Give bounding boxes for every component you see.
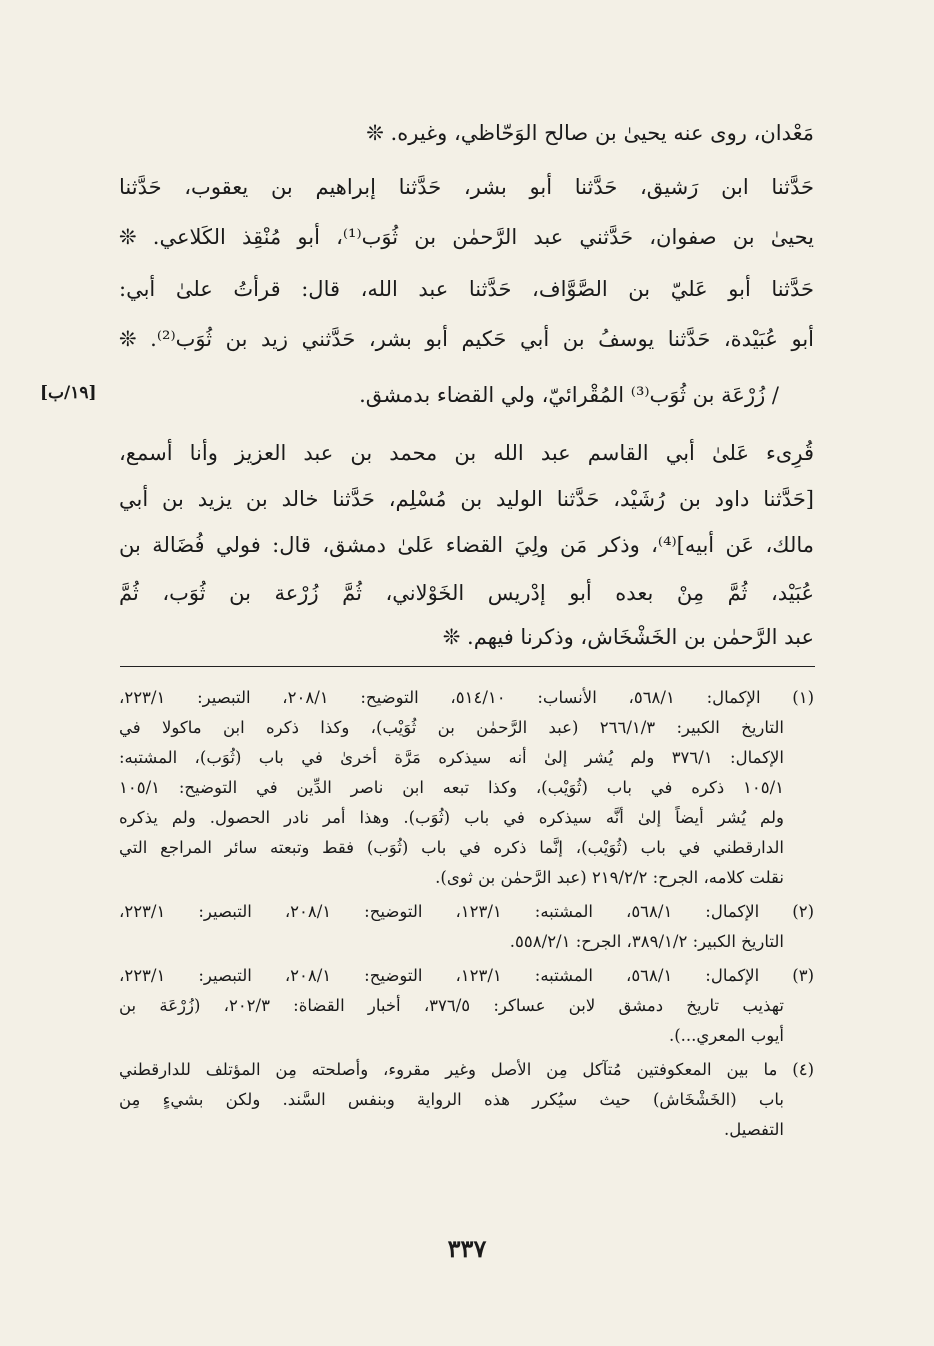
body-line-4: حَدَّثنا أبو عَليّ بن الصَّوَّاف، حَدَّثنا عبد الله، قال: قرأتُ علىٰ أبي: — [119, 277, 814, 301]
body-line-3: يحيىٰ بن صفوان، حَدَّثني عبد الرَّحمٰن بن ثُوَب⁽¹⁾، أبو مُنْقِذ الكَلاعي. ❊ — [119, 225, 814, 249]
footnote-line: التفصيل. — [724, 1120, 784, 1139]
body-line-2: حَدَّثنا ابن رَشيق، حَدَّثنا أبو بشر، حَدَّثنا إبراهيم بن يعقوب، حَدَّثنا — [119, 175, 814, 199]
footnote-line: التاريخ الكبير: ٢٦٦/١/٣ (عبد الرَّحمٰن بن ثُوَيْب)، وكذا ذكره ابن ماكولا في — [119, 718, 784, 737]
body-line-6: / زُرْعَة بن ثُوَب⁽³⁾ المُقْرائيّ، ولي القضاء بدمشق. — [359, 383, 779, 407]
footnote-line: الإكمال: ٣٧٦/١ ولم يُشر إلىٰ أنه سيذكره مَرَّة أخرىٰ في باب (ثُوَب)، المشتبه: — [119, 748, 784, 767]
footnote-line: ١٠٥/١ ذكره في باب (ثُوَيْب)، وكذا تبعه ابن ناصر الدِّين في التوضيح: ١٠٥/١ — [119, 778, 784, 797]
footnote-separator — [120, 666, 815, 667]
body-line-5: أبو عُبَيْدة، حَدَّثنا يوسفُ بن أبي حَكيم أبو بشر، حَدَّثني زيد بن ثُوَب⁽²⁾. ❊ — [119, 327, 814, 351]
footnote-line: (٣) الإكمال: ٥٦٨/١، المشتبه: ١٢٣/١، التوضيح: ٢٠٨/١، التبصير: ٢٢٣/١، — [119, 966, 814, 985]
body-line-11: عبد الرَّحمٰن بن الخَشْخَاش، وذكرنا فيهم. ❊ — [442, 625, 814, 649]
folio-margin-marker: [١٩/ب] — [40, 383, 97, 403]
page-number: ٣٣٧ — [447, 1234, 487, 1263]
footnote-line: التاريخ الكبير: ٣٨٩/١/٢، الجرح: ٥٥٨/٢/١. — [509, 932, 784, 951]
body-line-10: عُبَيْد، ثُمَّ مِنْ بعده أبو إدْريس الخَوْلاني، ثُمَّ زُرْعة بن ثُوَب، ثُمَّ — [119, 581, 814, 605]
footnote-line: أيوب المعري...). — [668, 1026, 784, 1045]
body-line-9: مالك، عَن أبيه]⁽⁴⁾، وذكر مَن ولِيَ القضاء عَلىٰ دمشق، قال: فولي فُضَالة بن — [119, 533, 814, 557]
footnote-line: (١) الإكمال: ٥٦٨/١، الأنساب: ٥١٤/١٠، التوضيح: ٢٠٨/١، التبصير: ٢٢٣/١، — [119, 688, 814, 707]
footnote-line: الدارقطني في باب (ثُوَيْب)، إنَّما ذكره في باب (ثُوَب) فقط وتبعته سائر المراجع التي — [119, 838, 784, 857]
footnote-line: باب (الخَشْخَاش) حيث سيُكرر هذه الرواية وبنفس السَّند. ولكن بشيءٍ مِن — [119, 1090, 784, 1109]
body-line-1: مَعْدان، روى عنه يحيىٰ بن صالح الوَحّاظي، وغيره. ❊ — [366, 121, 814, 145]
footnote-line: تهذيب تاريخ دمشق لابن عساكر: ٣٧٦/٥، أخبار القضاة: ٢٠٢/٣، (زُرْعَة بن — [119, 996, 784, 1015]
footnote-line: (٤) ما بين المعكوفتين مُتآكل مِن الأصل وغير مقروء، وأصلحته مِن المؤتلف للدارقطني — [119, 1060, 814, 1079]
footnote-line: ولم يُشر أيضاً إلىٰ أنَّه سيذكره في باب (ثُوَب). وهذا أمر نادر الحصول. ولم يذكره — [119, 808, 784, 827]
body-line-8: [حَدَّثنا داود بن رُشَيْد، حَدَّثنا الوليد بن مُسْلِم، حَدَّثنا خالد بن يزيد بن أبي — [119, 487, 814, 511]
body-line-7: قُرِىء عَلىٰ أبي القاسم عبد الله بن محمد بن عبد العزيز وأنا أسمع، — [119, 441, 814, 465]
footnote-line: (٢) الإكمال: ٥٦٨/١، المشتبه: ١٢٣/١، التوضيح: ٢٠٨/١، التبصير: ٢٢٣/١، — [119, 902, 814, 921]
footnote-line: نقلت كلامه، الجرح: ٢١٩/٢/٢ (عبد الرَّحمٰن بن ثوى). — [435, 868, 784, 887]
